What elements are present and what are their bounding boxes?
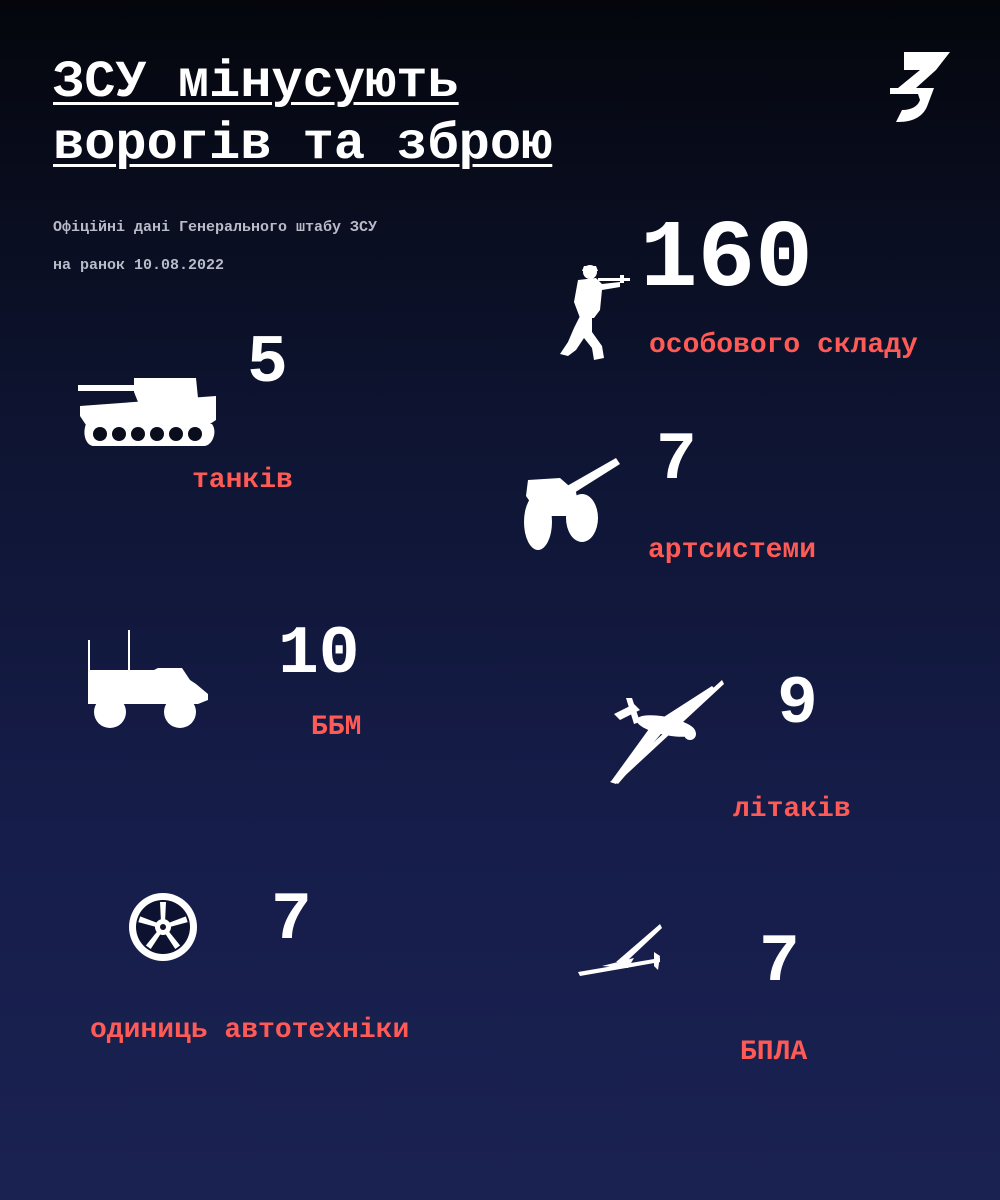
wheel-icon — [128, 892, 198, 962]
artillery-label: артсистеми — [648, 535, 817, 566]
vehicles-value: 7 — [271, 882, 312, 959]
uav-value: 7 — [759, 924, 800, 1001]
date-text: на ранок 10.08.2022 — [53, 257, 225, 274]
tanks-value: 5 — [247, 325, 288, 402]
title-line-1: ЗСУ мінусують — [53, 53, 459, 112]
tank-icon — [78, 376, 218, 448]
artillery-value: 7 — [656, 422, 697, 499]
aircraft-value: 9 — [777, 666, 818, 743]
armored-vehicle-icon — [84, 628, 212, 730]
personnel-label: особового складу — [649, 330, 918, 361]
uav-label: БПЛА — [740, 1037, 808, 1068]
artillery-icon — [520, 456, 624, 552]
source-text: Офіційні дані Генерального штабу ЗСУ — [53, 219, 378, 236]
vehicles-label: одиниць автотехніки — [90, 1015, 410, 1046]
soldier-icon — [558, 262, 632, 364]
aircraft-label: літаків — [733, 794, 851, 825]
apc-label: ББМ — [311, 712, 362, 743]
page-title — [53, 52, 552, 176]
drone-icon — [576, 922, 666, 978]
title-line-2: ворогів та зброю — [53, 115, 553, 174]
apc-value: 10 — [278, 616, 360, 693]
airplane-icon — [604, 676, 726, 786]
tanks-label: танків — [192, 465, 293, 496]
z-logo-icon — [890, 48, 954, 124]
personnel-value: 160 — [640, 205, 813, 314]
